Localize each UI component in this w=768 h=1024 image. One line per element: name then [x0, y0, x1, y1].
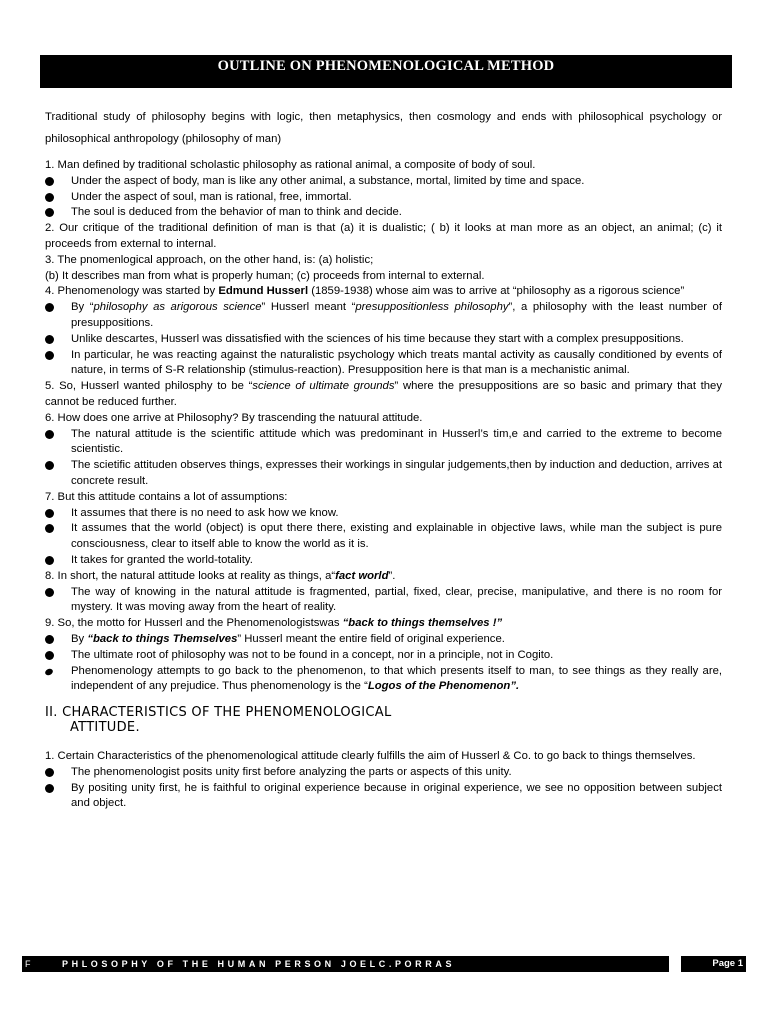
- bullet-icon: [45, 430, 54, 439]
- bullet-item: Unlike descartes, Husserl was dissatisfied with the sciences of his time because they start with a complex presuppositions.: [45, 332, 722, 348]
- bullet-item: Phenomenology attempts to go back to the phenomenon, to that which presents itself to man, to see things as they really are, independent of any prejudice. Thus phenomenology is the “Logos of the Phenomenon”.: [45, 664, 722, 696]
- paragraph-4: 4. Phenomenology was started by Edmund Husserl (1859-1938) whose aim was to arrive at “philosophy as a rigorous science”: [45, 285, 685, 298]
- bullet-icon: [44, 667, 54, 676]
- bullet-item: By “back to things Themselves” Husserl meant the entire field of original experience.: [45, 632, 722, 648]
- bullet-item: The natural attitude is the scientific attitude which was predominant in Husserl’s tim,e and carried to the extreme to become scientistic.: [45, 427, 722, 459]
- bullet-icon: [45, 208, 54, 217]
- bullet-icon: [45, 556, 54, 565]
- document-body: [45, 106, 722, 812]
- bullet-icon: [45, 784, 54, 793]
- paragraph-3: 3. The pnomenlogical approach, on the other hand, is: (a) holistic;: [45, 253, 374, 266]
- document-title: OUTLINE ON PHENOMENOLOGICAL METHOD: [40, 55, 732, 88]
- bullet-item: The scietific attituden observes things, expresses their workings in singular judgements,then by induction and deduction, arrives at concrete result.: [45, 458, 722, 490]
- section2-paragraph-1: 1. Certain Characteristics of the phenomenological attitude clearly fulfills the aim of Husserl & Co. to go back to things themselves.: [45, 750, 696, 763]
- bullet-item: It assumes that the world (object) is oput there there, existing and explainable in objective laws, while man the subject is pure consciousness, clear to itself able to know the world as it is.: [45, 521, 722, 553]
- bullet-icon: [45, 351, 54, 360]
- paragraph-9: 9. So, the motto for Husserl and the Phenomenologistswas “back to things themselves !”: [45, 617, 503, 630]
- bullet-icon: [45, 651, 54, 660]
- bullet-icon: [45, 509, 54, 518]
- bullet-icon: [45, 193, 54, 202]
- bullet-icon: [45, 635, 54, 644]
- bullet-item: The soul is deduced from the behavior of man to think and decide.: [45, 205, 722, 221]
- bullet-item: It takes for granted the world-totality.: [45, 553, 722, 569]
- bullet-item: Under the aspect of body, man is like any other animal, a substance, mortal, limited by time and space.: [45, 174, 722, 190]
- footer-mark: F: [25, 959, 31, 969]
- bullet-icon: [45, 588, 54, 597]
- footer-bar: [22, 956, 669, 972]
- bullet-item: The phenomenologist posits unity first before analyzing the parts or aspects of this unity.: [45, 765, 722, 781]
- section-heading: II. CHARACTERISTICS OF THE PHENOMENOLOGICAL ATTITUDE.: [45, 705, 392, 736]
- bullet-icon: [45, 768, 54, 777]
- bullet-item: By positing unity first, he is faithful to original experience because in original experience, we see no opposition between subject and object.: [45, 781, 722, 813]
- husserl-name: Edmund Husserl: [218, 285, 309, 298]
- paragraph-5: 5. So, Husserl wanted philosphy to be “science of ultimate grounds” where the presuppositions are so basic and primary that they cannot be reduced further.: [45, 380, 722, 408]
- bullet-icon: [45, 461, 54, 470]
- bullet-icon: [45, 524, 54, 533]
- bullet-icon: [45, 335, 54, 344]
- page-number: Page 1: [681, 956, 746, 972]
- bullet-icon: [45, 177, 54, 186]
- paragraph-6: 6. How does one arrive at Philosophy? By trascending the natuural attitude.: [45, 411, 423, 424]
- bullet-item: The way of knowing in the natural attitude is fragmented, partial, fixed, clear, precise, manipulative, and there is no room for mystery. It was moving away from the heart of reality.: [45, 585, 722, 617]
- bullet-item: By “philosophy as arigorous science” Husserl meant “presuppositionless philosophy”, a philosophy with the least number of presuppositions.: [45, 300, 722, 332]
- bullet-icon: [45, 303, 54, 312]
- footer-text: PHLOSOPHY OF THE HUMAN PERSON JOELC.PORRAS: [62, 959, 456, 969]
- paragraph-3b: (b) It describes man from what is properly human; (c) proceeds from internal to external.: [45, 269, 485, 282]
- bullet-item: The ultimate root of philosophy was not to be found in a concept, nor in a principle, not in Cogito.: [45, 648, 722, 664]
- paragraph-1: 1. Man defined by traditional scholastic philosophy as rational animal, a composite of body of soul.: [45, 159, 536, 171]
- intro-paragraph: Traditional study of philosophy begins with logic, then metaphysics, then cosmology and ends with philosophical psychology or philosophical anthropology (philosophy of man): [45, 111, 722, 145]
- bullet-item: In particular, he was reacting against the naturalistic psychology which treats mantal activity as causally conditioned by events of nature, in terms of S-R relationship (stimulus-reaction). Presupposition here is that man is a mechanistic animal.: [45, 348, 722, 380]
- paragraph-7: 7. But this attitude contains a lot of assumptions:: [45, 490, 288, 503]
- paragraph-8: 8. In short, the natural attitude looks at reality as things, a“fact world”.: [45, 569, 396, 582]
- paragraph-2: 2. Our critique of the traditional definition of man is that (a) it is dualistic; ( b) it looks at man more as an object, an animal; (c) it proceeds from external to internal.: [45, 222, 722, 250]
- bullet-item: It assumes that there is no need to ask how we know.: [45, 506, 722, 522]
- bullet-item: Under the aspect of soul, man is rational, free, immortal.: [45, 190, 722, 206]
